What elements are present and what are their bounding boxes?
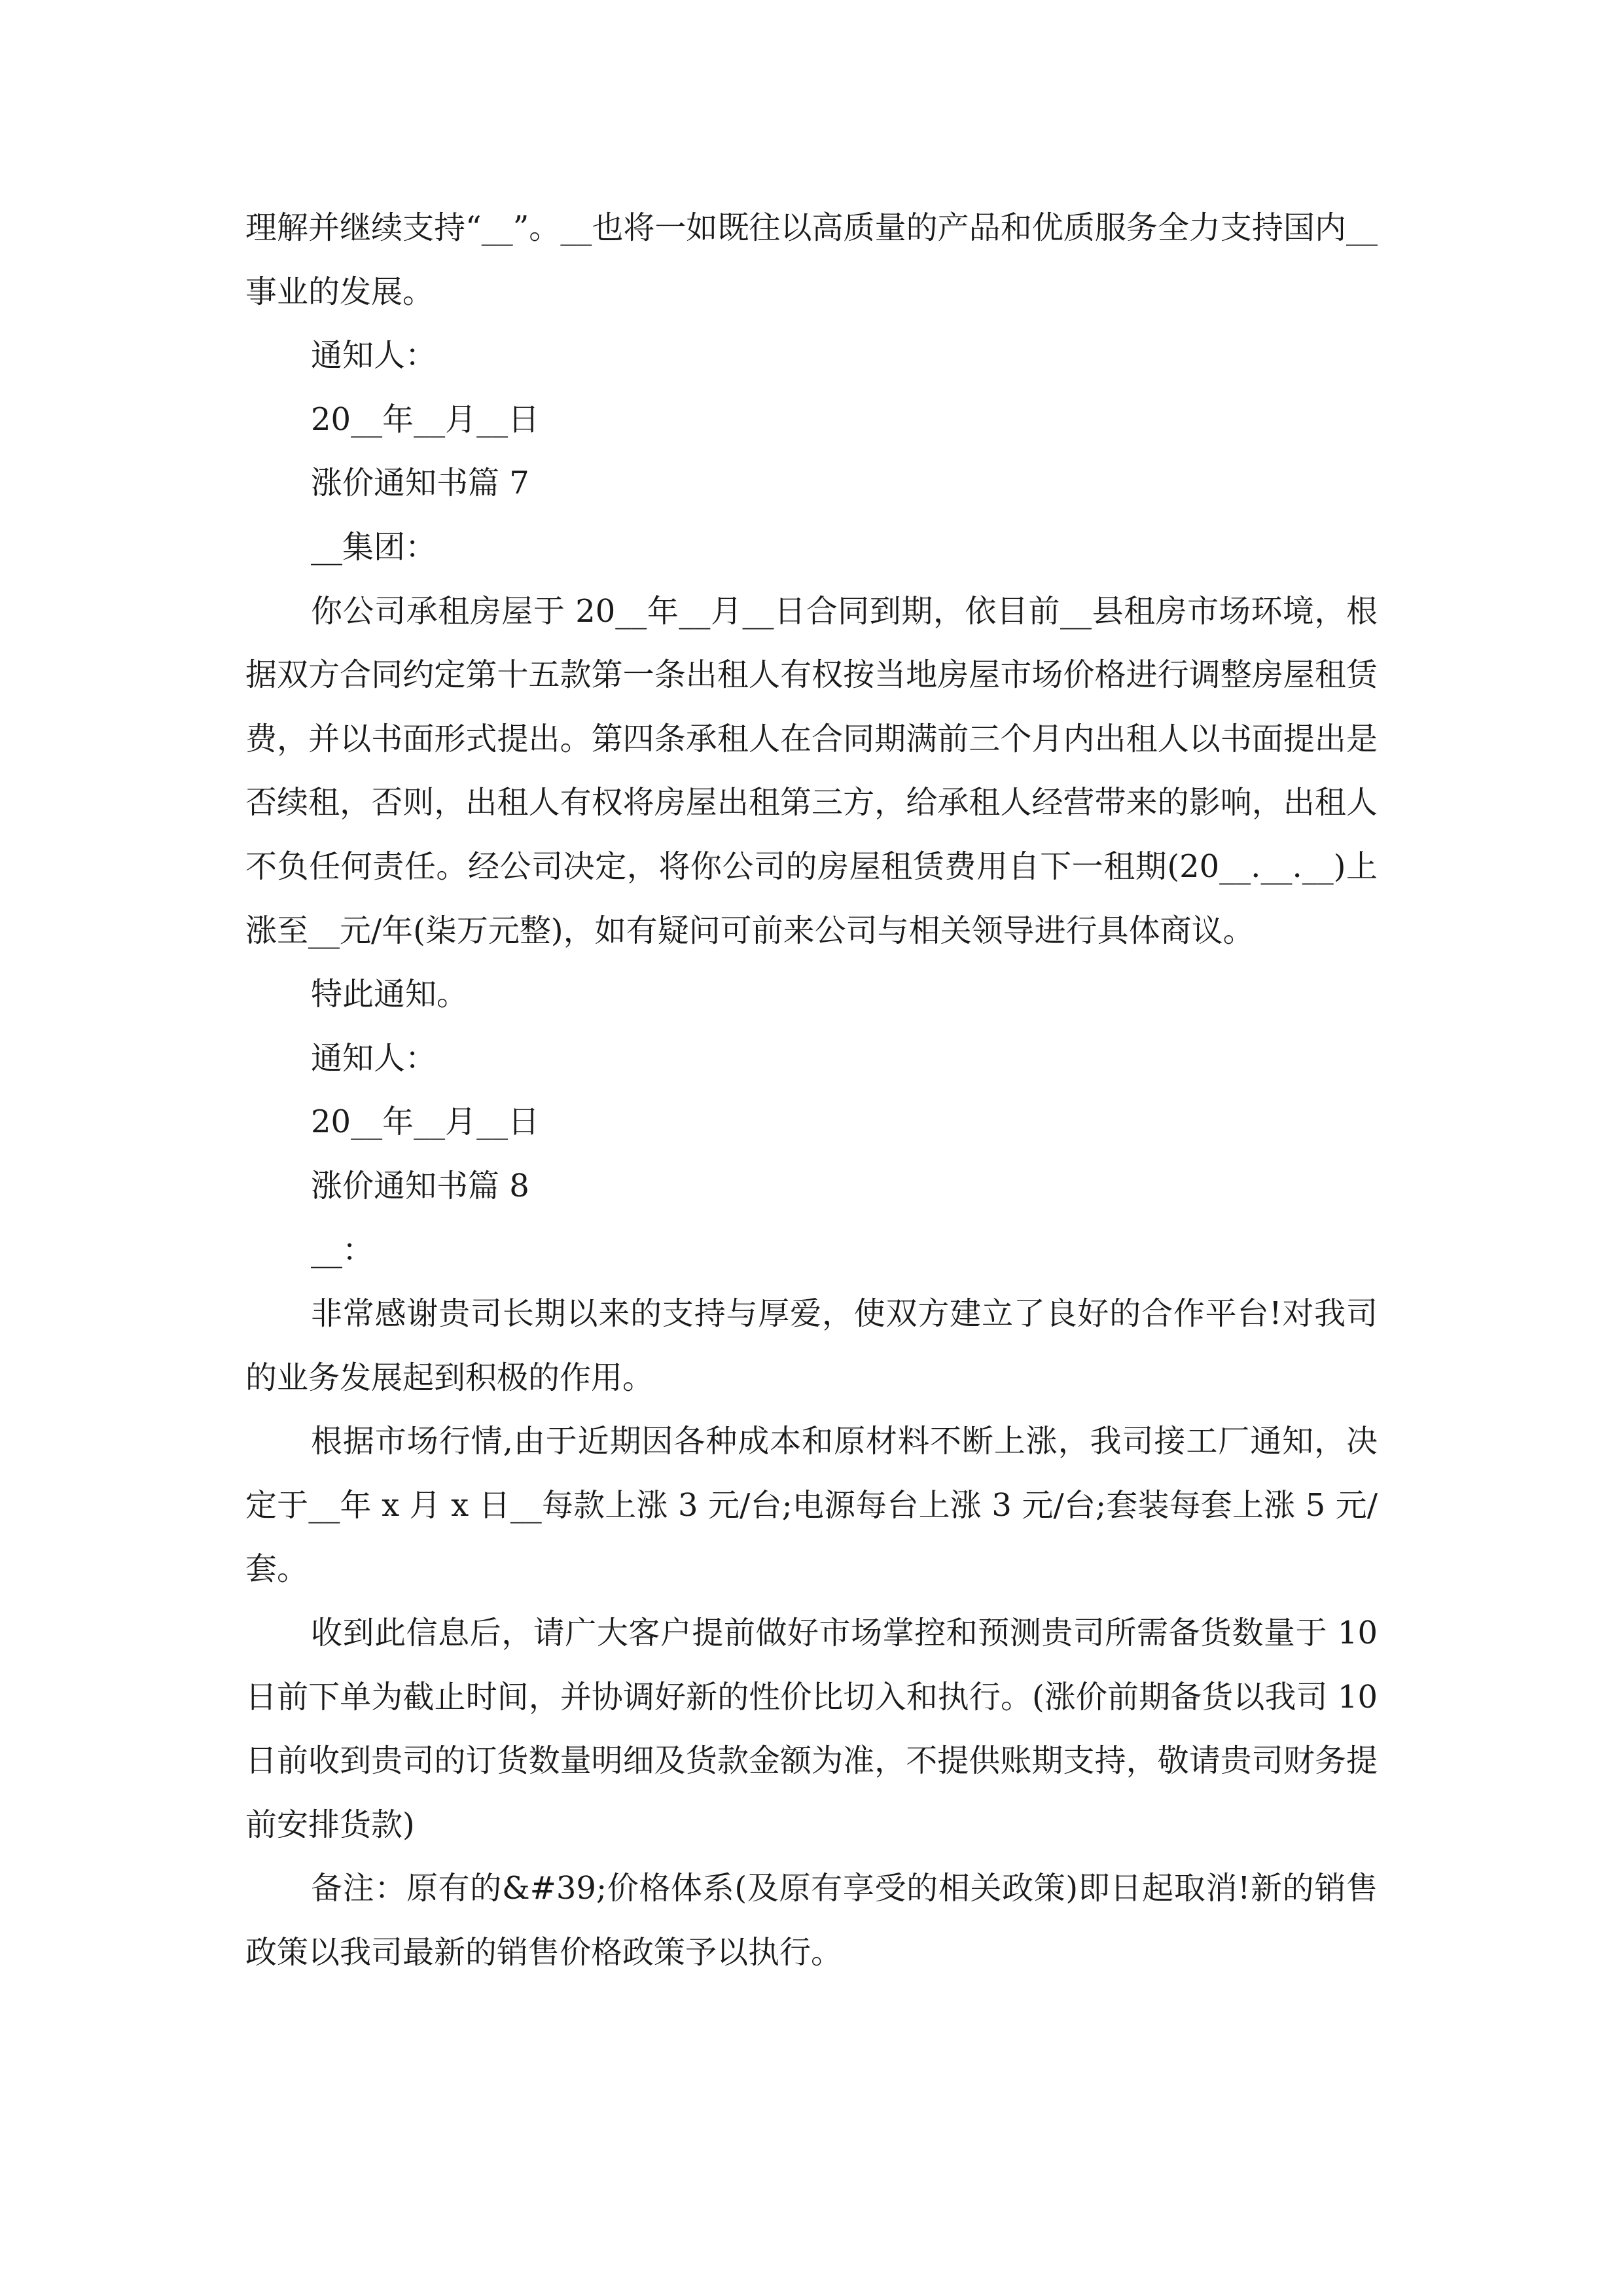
section-heading-8: 涨价通知书篇 8 (311, 1167, 529, 1204)
paragraph-thanks: 非常感谢贵司长期以来的支持与厚爱，使双方建立了良好的合作平台!对我司的业务发展起到积极的作用。 (245, 1295, 1378, 1396)
date-line: 20__年__月__日 (311, 401, 540, 438)
paragraph-rent-notice: 你公司承租房屋于 20__年__月__日合同到期，依目前__县租房市场环境，根据双方合同约定第十五款第一条出租人有权按当地房屋市场价格进行调整房屋租赁费，并以书面形式提出。第四条承租人在合同期满前三个月内出租人以书面提出是否续租，否则，出租人有权将房屋出租第三方，给承租人经营带来的影响，出租人不负任何责任。经公司决定，将你公司的房屋租赁费用自下一租期(20__.__.__)上涨至__元/年(柒万元整)，如有疑问可前来公司与相关领导进行具体商议。 (245, 592, 1378, 949)
recipient-line: __集团： (311, 528, 437, 565)
recipient-line: __： (311, 1231, 374, 1268)
paragraph-continuation: 理解并继续支持“__”。__也将一如既往以高质量的产品和优质服务全力支持国内__事业的发展。 (245, 209, 1378, 310)
document-body (245, 196, 1378, 1985)
paragraph-ordering: 收到此信息后，请广大客户提前做好市场掌控和预测贵司所需备货数量于 10 日前下单为截止时间，并协调好新的性价比切入和执行。(涨价前期备货以我司 10 日前收到贵司的订货数量明细及货款金额为准，不提供账期支持，敬请贵司财务提前安排货款) (245, 1615, 1378, 1843)
closing-line: 特此通知。 (311, 976, 469, 1013)
date-line: 20__年__月__日 (311, 1103, 540, 1141)
notifier-label: 通知人： (311, 1039, 437, 1077)
paragraph-remarks: 备注：原有的&#39;价格体系(及原有享受的相关政策)即日起取消!新的销售政策以我司最新的销售价格政策予以执行。 (245, 1870, 1378, 1971)
notifier-label: 通知人： (311, 337, 437, 374)
paragraph-price-increase: 根据市场行情,由于近期因各种成本和原材料不断上涨，我司接工厂通知，决定于__年 x 月 x 日__每款上涨 3 元/台;电源每台上涨 3 元/台;套装每套上涨 5 元/套。 (245, 1423, 1378, 1588)
section-heading-7: 涨价通知书篇 7 (311, 465, 529, 502)
